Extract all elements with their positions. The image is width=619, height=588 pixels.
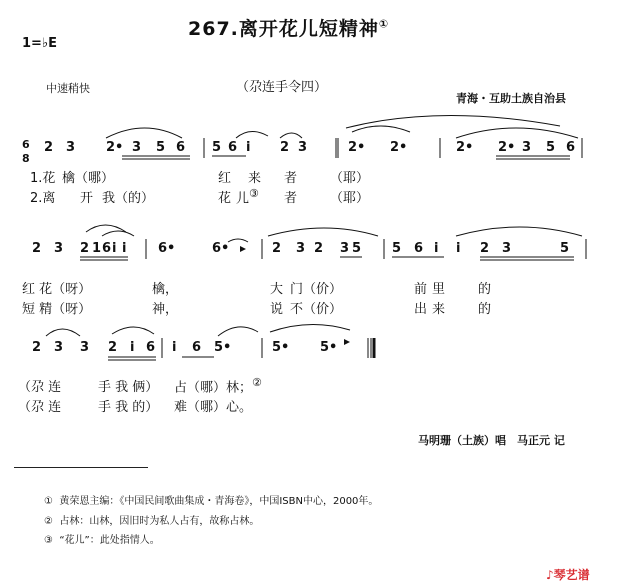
lyric-s1-l2-a: 2.离 — [30, 191, 56, 206]
key-signature: 1=♭E — [22, 36, 57, 51]
lyric-s1-l2-c: 我（的） — [102, 191, 155, 206]
lyric-s2-l1-a: 红 花（呀） — [22, 282, 92, 297]
system2-note: i — [122, 241, 127, 256]
footnote-1: ① 黄荣恩主编：《中国民间歌曲集成・青海卷》，中国ISBN中心，2000年。 — [44, 496, 379, 507]
lyric-s2-l2-e: 出 — [414, 302, 428, 317]
system3-note: 6 — [192, 340, 202, 355]
system2-note: 3 — [296, 241, 306, 256]
lyric-s1-l1-e: 者 — [284, 171, 298, 186]
lyric-s2-l1-c: 大 — [270, 282, 284, 297]
lyric-s2-l2-b: 神， — [152, 302, 179, 317]
system1-note: 6 — [566, 140, 576, 155]
lyric-s2-l2-d: 不（价） — [290, 302, 343, 317]
system1-note: 2 — [280, 140, 290, 155]
lyric-s2-l2-g: 的 — [478, 302, 492, 317]
system1-note: 2• — [348, 140, 366, 155]
lyric-s1-l2-d: 花 — [218, 191, 232, 206]
system3-note: 5• — [214, 340, 232, 355]
time-signature-bottom: 8 — [22, 152, 30, 165]
system3-note: i — [130, 340, 135, 355]
lyric-s3-l1-a: （尕 连 — [18, 380, 62, 395]
footnote-3: ③ “花儿”：此处指情人。 — [44, 535, 160, 546]
system1-note: 2• — [390, 140, 408, 155]
system2-note: 2 — [32, 241, 42, 256]
lyric-s1-l1-f: （耶） — [330, 171, 370, 186]
system2-note: 5 — [560, 241, 570, 256]
music-note-icon: ♪ — [546, 568, 554, 582]
system1-note: 2• — [106, 140, 124, 155]
lyric-s2-l2-c: 说 — [270, 302, 284, 317]
lyric-s1-l1-d: 来 — [248, 171, 262, 186]
region: 青海・互助土族自治县 — [456, 92, 566, 105]
lyric-s1-l2-b: 开 — [80, 191, 94, 206]
system3-note: 5• — [272, 340, 290, 355]
page-title: 267.离开花儿短精神① — [188, 17, 390, 40]
system2-note: 3 — [54, 241, 64, 256]
system2-note: 3 — [502, 241, 512, 256]
time-signature-top: 6 — [22, 138, 30, 151]
system1-note: 2• — [456, 140, 474, 155]
credits: 马明珊（土族）唱 马正元 记 — [418, 434, 565, 447]
system1-note: 3 — [522, 140, 532, 155]
system1-note: 2• — [498, 140, 516, 155]
system2-note: 6• — [212, 241, 230, 256]
footnote-2: ② 占林：山林，因旧时为私人占有，故称占林。 — [44, 516, 260, 527]
lyric-s1-l2-f: 者 — [284, 191, 298, 206]
lyric-s2-l1-d: 门（价） — [290, 282, 343, 297]
system2-note: 2 — [480, 241, 490, 256]
system1-note: i — [246, 140, 251, 155]
system2-note: 1 — [92, 241, 102, 256]
lyric-s2-l1-e: 前 — [414, 282, 428, 297]
system3-note: 2 — [32, 340, 42, 355]
system1-note: 2 — [44, 140, 54, 155]
system3-note: 3 — [80, 340, 90, 355]
system1-note: 6 — [176, 140, 186, 155]
system3-note: 3 — [54, 340, 64, 355]
system3-note: i — [172, 340, 177, 355]
system3-note: 2 — [108, 340, 118, 355]
lyric-s2-l1-f: 里 — [432, 282, 446, 297]
lyric-s2-l1-g: 的 — [478, 282, 492, 297]
system1-note: 5 — [546, 140, 556, 155]
lyric-s3-l2-c: 难（哪）心。 — [174, 400, 253, 415]
system2-note: 2 — [272, 241, 282, 256]
system1-note: 3 — [132, 140, 142, 155]
lyric-s1-l1-a: 1.花 — [30, 171, 56, 186]
site-logo: ♪琴艺谱 — [546, 568, 590, 582]
lyric-s3-l1-c: 占（哪）林；② — [174, 376, 262, 396]
system2-note: 3 — [340, 241, 350, 256]
system1-note: 5 — [156, 140, 166, 155]
system2-note: 5 — [352, 241, 362, 256]
lyric-s2-l2-f: 来 — [432, 302, 446, 317]
system1-note: 3 — [66, 140, 76, 155]
lyric-s2-l1-b: 檎， — [152, 282, 179, 297]
lyric-s3-l2-b: 手 我 的） — [98, 400, 159, 415]
system1-note: 5 — [212, 140, 222, 155]
lyric-s1-l2-g: （耶） — [330, 191, 370, 206]
subtitle: （尕连手令四） — [236, 80, 328, 95]
lyric-s3-l1-b: 手 我 俩） — [98, 380, 159, 395]
system2-note: 6• — [158, 241, 176, 256]
system2-note: 2 — [314, 241, 324, 256]
system2-note: 5 — [392, 241, 402, 256]
system1-note: 6 — [228, 140, 238, 155]
tempo-marking: 中速稍快 — [46, 82, 90, 95]
system2-note: i — [456, 241, 461, 256]
system2-note: i — [434, 241, 439, 256]
lyric-s1-l1-c: 红 — [218, 171, 232, 186]
system3-note: 5• — [320, 340, 338, 355]
system3-note: 6 — [146, 340, 156, 355]
lyric-s2-l2-a: 短 精（呀） — [22, 302, 92, 317]
system2-note: 6 — [414, 241, 424, 256]
system1-note: 3 — [298, 140, 308, 155]
system2-note: 2 — [80, 241, 90, 256]
lyric-s3-l2-a: （尕 连 — [18, 400, 62, 415]
system2-note: 6 — [102, 241, 112, 256]
system2-note: i — [112, 241, 117, 256]
lyric-s1-l1-b: 檎（哪） — [62, 171, 115, 186]
lyric-s1-l2-e: 儿③ — [236, 187, 259, 207]
